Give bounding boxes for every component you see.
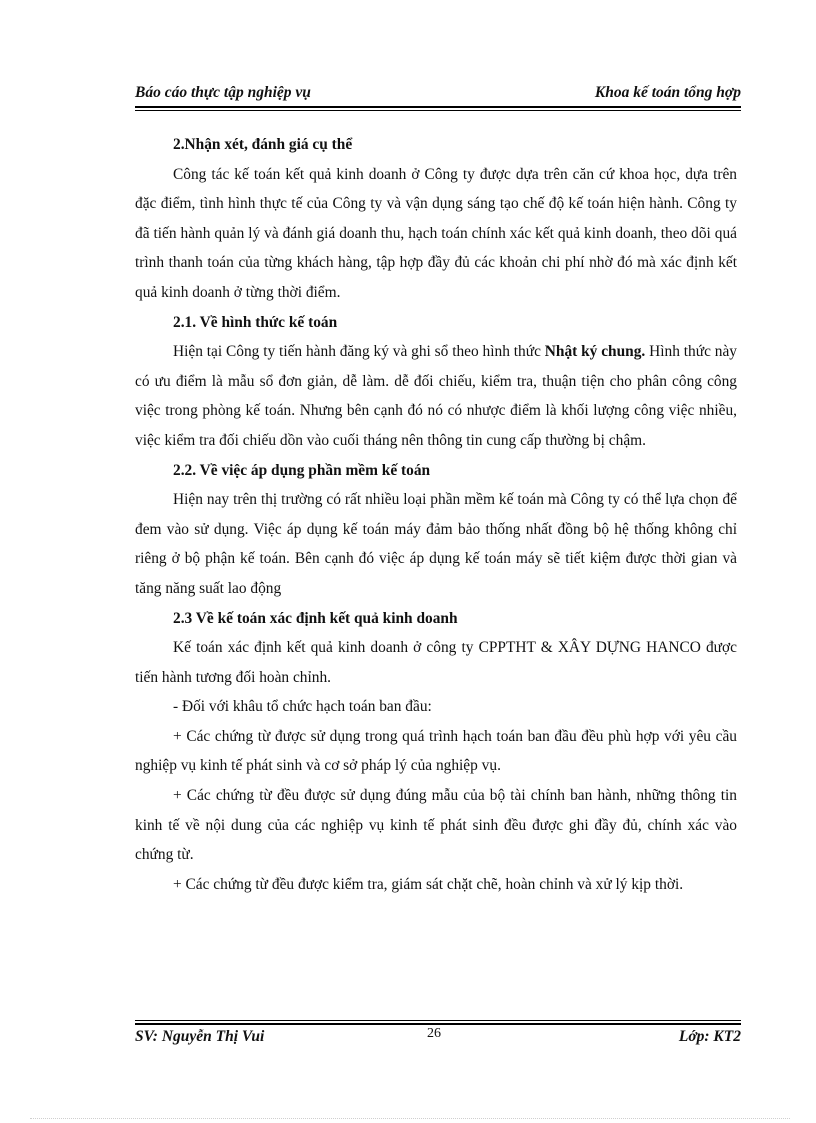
paragraph-documents-3: + Các chứng từ đều được kiểm tra, giám sát chặt chẽ, hoàn chỉnh và xử lý kịp thời. <box>173 875 684 893</box>
paragraph-accounting-form-rest: Hình thức này có ưu điểm là mẫu sổ đơn giản, dễ làm. dễ đối chiếu, kiểm tra, thuận tiện cho phân công công việc trong phòng kế toán. Nhưng bên cạnh đó nó có nhược điểm là khối lượng công việc nhiều, việc kiểm tra đối chiếu dồn vào cuối tháng nên thông tin cung cấp thường bị chậm. <box>135 343 737 449</box>
journal-term: Nhật ký chung. <box>544 343 646 361</box>
paragraph-business-result: Kế toán xác định kết quả kinh doanh ở công ty CPPTHT & XÂY DỰNG HANCO được tiến hành tương đối hoàn chỉnh. <box>135 639 737 686</box>
section-heading-2-2: 2.2. Về việc áp dụng phần mềm kế toán <box>173 461 431 479</box>
paragraph-general-assessment: Công tác kế toán kết quả kinh doanh ở Công ty được dựa trên căn cứ khoa học, dựa trên đặc điểm, tình hình thực tế của Công ty và vận dụng sáng tạo chế độ kế toán hiện hành. Công ty đã tiến hành quản lý và đánh giá doanh thu, hạch toán chính xác kết quả kinh doanh, theo dõi quá trình thanh toán của từng khách hàng, tập hợp đầy đủ các khoản chi phí nhờ đó mà xác định kết quả kinh doanh ở từng thời điểm. <box>135 165 737 301</box>
paragraph-accounting-form-intro: Hiện tại Công ty tiến hành đăng ký và ghi sổ theo hình thức <box>173 343 545 361</box>
header-report-title: Báo cáo thực tập nghiệp vụ <box>135 84 311 101</box>
paragraph-initial-accounting: - Đối với khâu tổ chức hạch toán ban đầu: <box>173 698 432 716</box>
footer-rule-thin <box>135 1020 741 1021</box>
paragraph-software: Hiện nay trên thị trường có rất nhiều loại phần mềm kế toán mà Công ty có thể lựa chọn để đem vào sử dụng. Việc áp dụng kế toán máy đảm bảo thống nhất đồng bộ hệ thống không chỉ riêng ở bộ phận kế toán. Bên cạnh đó việc áp dụng kế toán máy sẽ tiết kiệm được thời gian và tăng năng suất lao động <box>135 491 737 597</box>
header-department: Khoa kế toán tổng hợp <box>594 84 741 101</box>
page-number: 26 <box>427 1026 441 1041</box>
section-heading-2-3: 2.3 Về kế toán xác định kết quả kinh doanh <box>173 609 458 627</box>
section-heading-2-1: 2.1. Về hình thức kế toán <box>173 313 338 331</box>
paragraph-accounting-form <box>135 337 737 455</box>
page-bottom-dotted-line <box>30 1118 790 1119</box>
footer-student-name: SV: Nguyễn Thị Vui <box>135 1028 265 1045</box>
header-rule-thin <box>135 110 741 111</box>
footer-class: Lớp: KT2 <box>678 1028 741 1045</box>
paragraph-documents-2: + Các chứng từ đều được sử dụng đúng mẫu của bộ tài chính ban hành, những thông tin kinh tế về nội dung của các nghiệp vụ kinh tế phát sinh đều được ghi đầy đủ, chính xác vào chứng từ. <box>135 787 737 864</box>
paragraph-documents-1: + Các chứng từ được sử dụng trong quá trình hạch toán ban đầu đều phù hợp với yêu cầu nghiệp vụ kinh tế phát sinh và cơ sở pháp lý của nghiệp vụ. <box>135 727 737 775</box>
header-rule-thick <box>135 106 741 108</box>
section-heading-2: 2.Nhận xét, đánh giá cụ thể <box>173 136 353 153</box>
page-body <box>135 130 737 899</box>
page-footer <box>135 1026 741 1050</box>
footer-rule-thick <box>135 1023 741 1025</box>
page-header <box>135 82 741 106</box>
